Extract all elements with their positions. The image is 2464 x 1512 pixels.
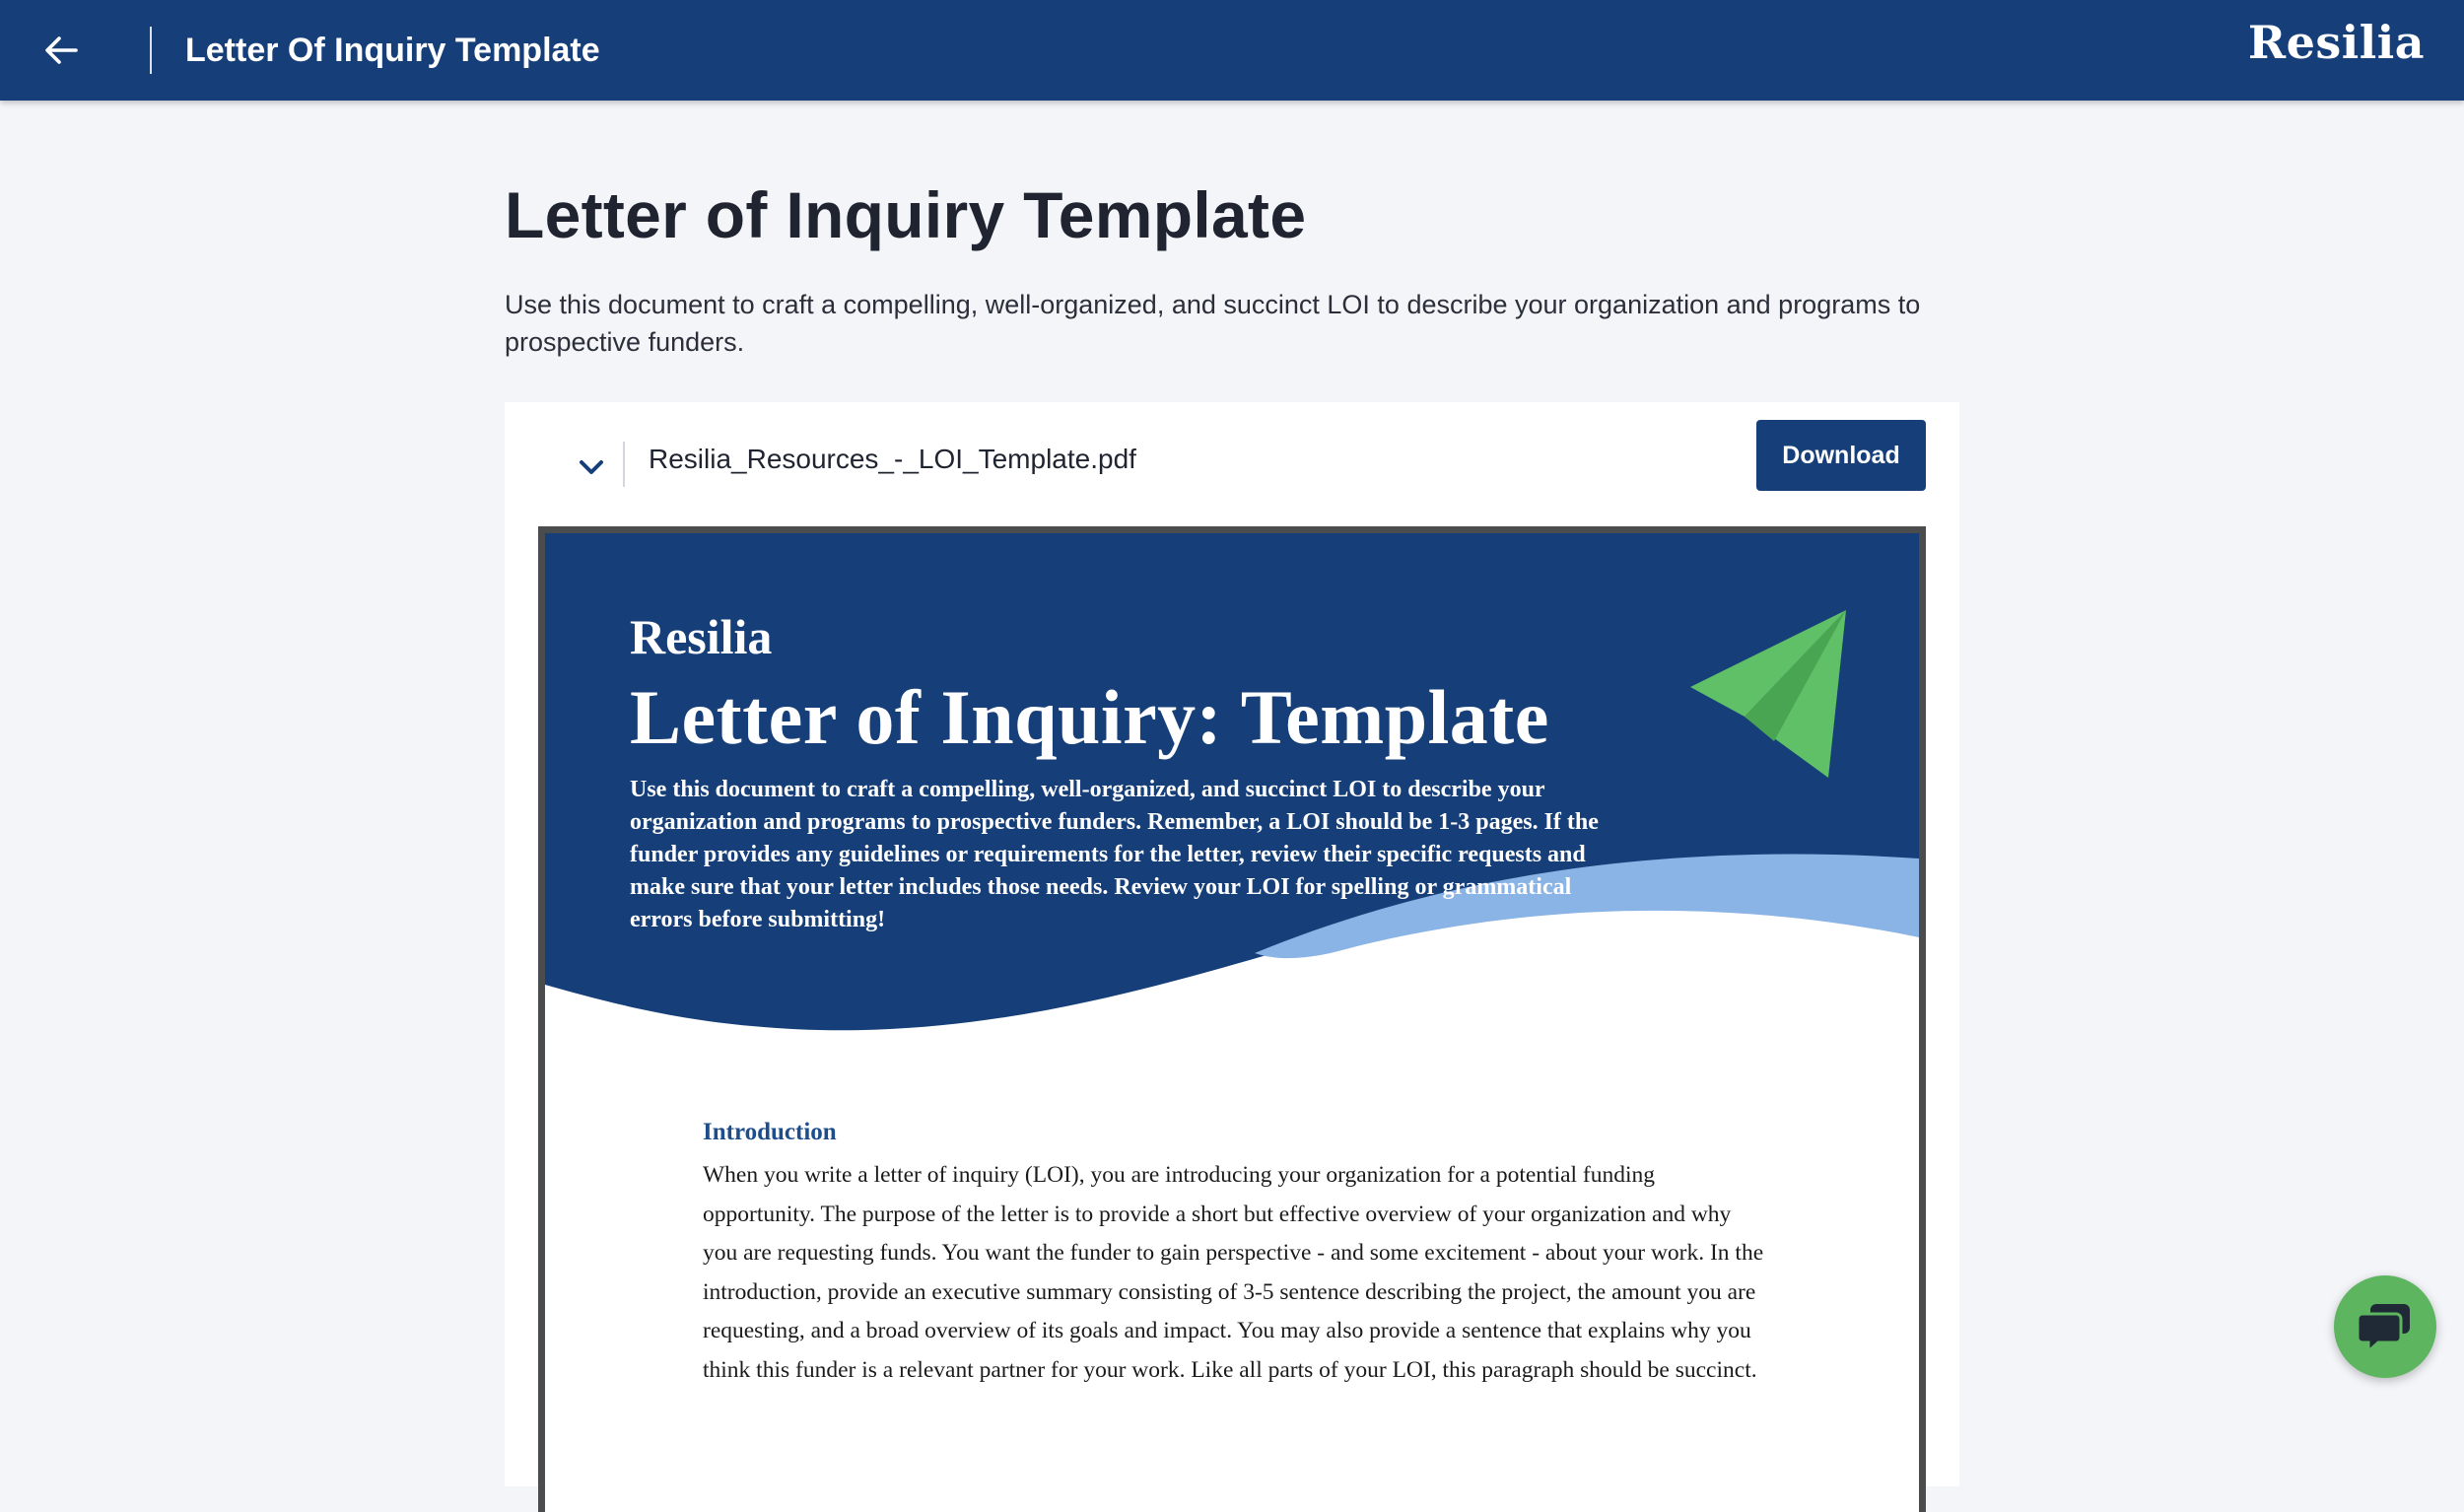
file-header-divider <box>623 442 625 487</box>
arrow-left-icon <box>44 35 78 65</box>
file-name: Resilia_Resources_-_LOI_Template.pdf <box>649 444 1136 474</box>
pdf-banner <box>545 533 1919 1046</box>
chat-bubble-icon <box>2357 1300 2414 1353</box>
top-bar <box>0 0 2464 101</box>
chat-button[interactable] <box>2334 1275 2436 1378</box>
download-button[interactable]: Download <box>1756 420 1926 491</box>
file-card <box>505 402 1959 1486</box>
back-button[interactable] <box>32 21 91 80</box>
pdf-section-heading: Introduction <box>703 1119 837 1145</box>
file-header <box>505 402 1959 526</box>
page-title: Letter Of Inquiry Template <box>185 31 600 69</box>
pdf-title: Letter of Inquiry: Template <box>630 674 1549 760</box>
chevron-down-icon <box>579 459 604 475</box>
pdf-intro-text: Use this document to craft a compelling, well-organized, and succinct LOI to describe your organization and programs to prospective funders. Remember, a LOI should be 1-3 pages. If the funder provides any guidelines or requirements for the letter, review their specific requests and make sure that your letter includes those needs. Review your LOI for spelling or grammatical errors before submitting! <box>630 777 1599 932</box>
resource-description: Use this document to craft a compelling, well-organized, and succinct LOI to describe your organization and programs to prospective funders. <box>505 290 1921 357</box>
main-content <box>505 101 1959 1383</box>
pdf-section-body: When you write a letter of inquiry (LOI), you are introducing your organization for a potential funding opportunity. The purpose of the letter is to provide a short but effective overview of your organization and why you are requesting funds. You want the funder to gain perspective - and some excitement - about your work. In the introduction, provide an executive summary consisting of 3-5 sentence describing the project, the amount you are requesting, and a broad overview of its goals and impact. You may also provide a sentence that explains why you think this funder is a relevant partner for your work. Like all parts of your LOI, this paragraph should be succinct. <box>703 1162 1764 1383</box>
paper-plane-icon <box>1690 608 1848 786</box>
pdf-logo: Resilia <box>630 609 773 664</box>
topbar-divider <box>150 27 152 74</box>
pdf-viewer[interactable] <box>538 526 1926 1512</box>
resource-heading: Letter of Inquiry Template <box>505 178 1307 251</box>
resilia-logo[interactable]: Resilia <box>2247 16 2425 69</box>
collapse-toggle-button[interactable] <box>566 442 617 493</box>
